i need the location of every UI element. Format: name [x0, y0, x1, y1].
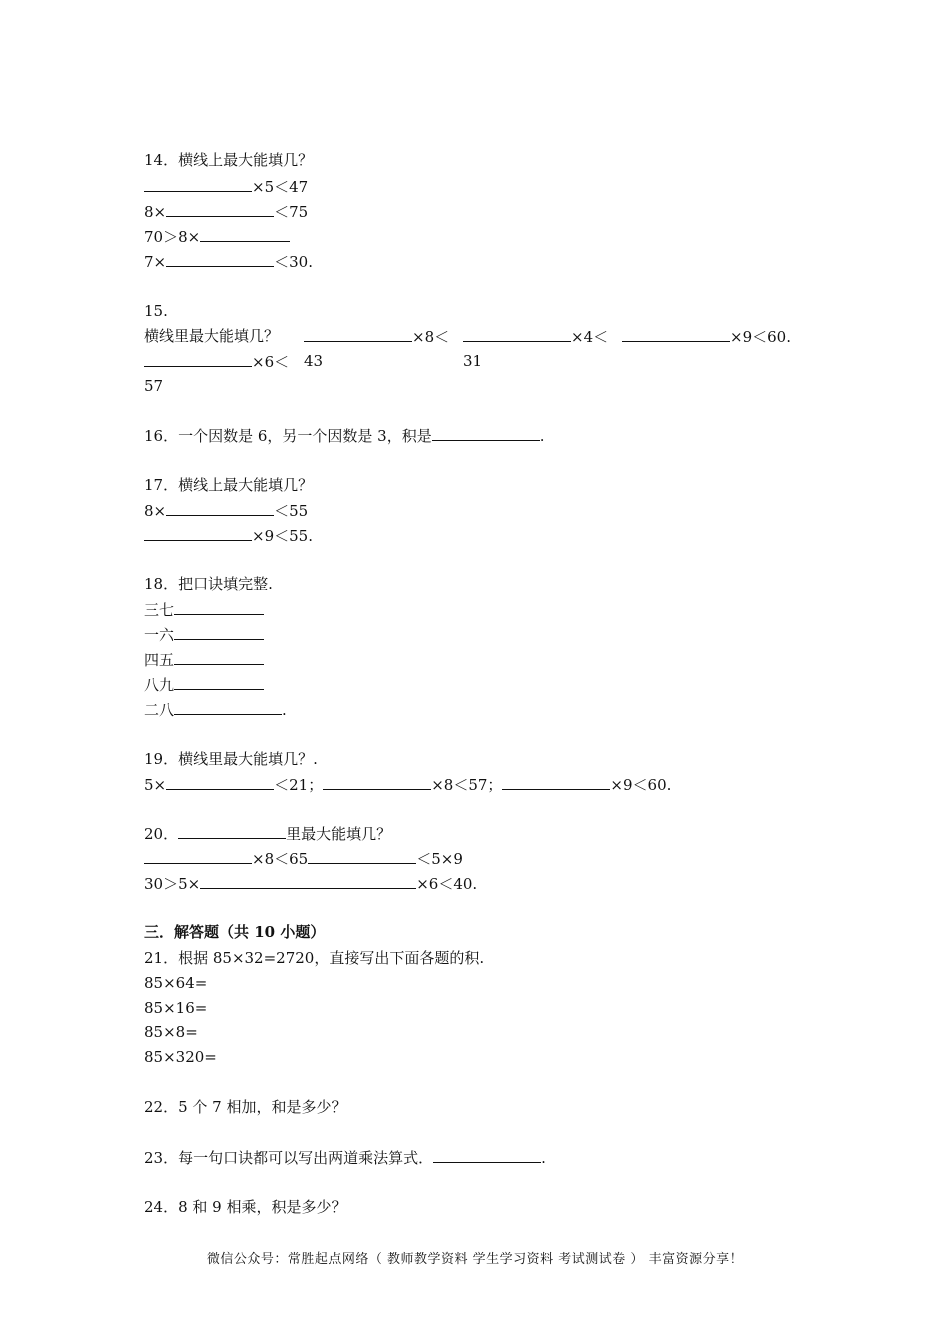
q18-item: 二八 .: [144, 701, 287, 719]
section-heading: 三．解答题（共 10 小题）: [144, 923, 326, 941]
blank[interactable]: [174, 649, 264, 665]
blank[interactable]: [174, 674, 264, 690]
q15-item-1: ×8＜: [304, 326, 449, 347]
q16-text: 16．一个因数是 6，另一个因数是 3，积是 .: [144, 427, 545, 445]
q23-text: 23．每一句口诀都可以写出两道乘法算式． .: [144, 1149, 546, 1167]
q17-line-1: 8× ＜55: [144, 502, 309, 520]
q15-value-1: 43: [304, 352, 324, 370]
q14-title: 14．横线上最大能填几？: [144, 151, 314, 169]
blank[interactable]: [166, 251, 274, 267]
blank[interactable]: [174, 599, 264, 615]
blank[interactable]: [200, 226, 290, 242]
q14-line-4: 7× ＜30.: [144, 253, 313, 271]
blank[interactable]: [166, 500, 274, 516]
q22-text: 22．5 个 7 相加，和是多少？: [144, 1098, 347, 1116]
blank[interactable]: [432, 425, 540, 441]
q18-title: 18．把口诀填完整.: [144, 575, 273, 593]
q21-item: 85×16=: [144, 999, 208, 1017]
blank[interactable]: [144, 351, 252, 367]
q15-value-3: 57: [144, 377, 164, 395]
q20-line-2: 30＞5× ×6＜40.: [144, 875, 478, 893]
blank[interactable]: [463, 326, 571, 342]
q19-title: 19．横线里最大能填几？.: [144, 750, 318, 768]
blank[interactable]: [308, 848, 416, 864]
blank[interactable]: [304, 326, 412, 342]
q18-item: 一六: [144, 624, 264, 645]
blank[interactable]: [178, 823, 286, 839]
q19-line: 5× ＜21； ×8＜57； ×9＜60.: [144, 776, 672, 794]
q18-item: 四五: [144, 649, 264, 670]
q18-item: 八九: [144, 674, 264, 695]
blank[interactable]: [502, 774, 610, 790]
q24-text: 24．8 和 9 相乘，积是多少？: [144, 1198, 347, 1216]
q21-item: 85×8=: [144, 1023, 198, 1041]
blank[interactable]: [174, 624, 264, 640]
q21-title: 21．根据 85×32=2720，直接写出下面各题的积.: [144, 949, 485, 967]
blank[interactable]: [433, 1147, 541, 1163]
blank[interactable]: [144, 848, 252, 864]
q15-value-2: 31: [463, 352, 483, 370]
blank[interactable]: [166, 774, 274, 790]
q20-title: 20． 里最大能填几？: [144, 825, 392, 843]
footer-note: 微信公众号：常胜起点网络（ 教师教学资料 学生学习资料 考试测试卷 ） 丰富资源分享！: [206, 1252, 744, 1267]
q14-line-2: 8× ＜75: [144, 203, 309, 221]
q17-line-2: ×9＜55.: [144, 525, 313, 546]
q18-item: 三七: [144, 599, 264, 620]
q15-item-3: ×9＜60.: [622, 326, 791, 347]
blank[interactable]: [622, 326, 730, 342]
blank[interactable]: [200, 873, 308, 889]
q20-line-1: ×8＜65 ＜5×9: [144, 848, 463, 869]
q15-item-4: ×6＜: [144, 351, 289, 372]
q15-number: 15.: [144, 302, 168, 320]
q17-title: 17．横线上最大能填几？: [144, 476, 314, 494]
q14-line-1: ×5＜47: [144, 176, 308, 197]
blank[interactable]: [144, 176, 252, 192]
blank[interactable]: [323, 774, 431, 790]
q15-item-2: ×4＜: [463, 326, 608, 347]
blank[interactable]: [174, 699, 282, 715]
q21-item: 85×64=: [144, 974, 208, 992]
blank[interactable]: [144, 525, 252, 541]
blank[interactable]: [166, 201, 274, 217]
q21-item: 85×320=: [144, 1048, 217, 1066]
q14-line-3: 70＞8×: [144, 226, 290, 247]
blank[interactable]: [308, 873, 416, 889]
q15-prompt: 横线里最大能填几？: [144, 327, 280, 345]
